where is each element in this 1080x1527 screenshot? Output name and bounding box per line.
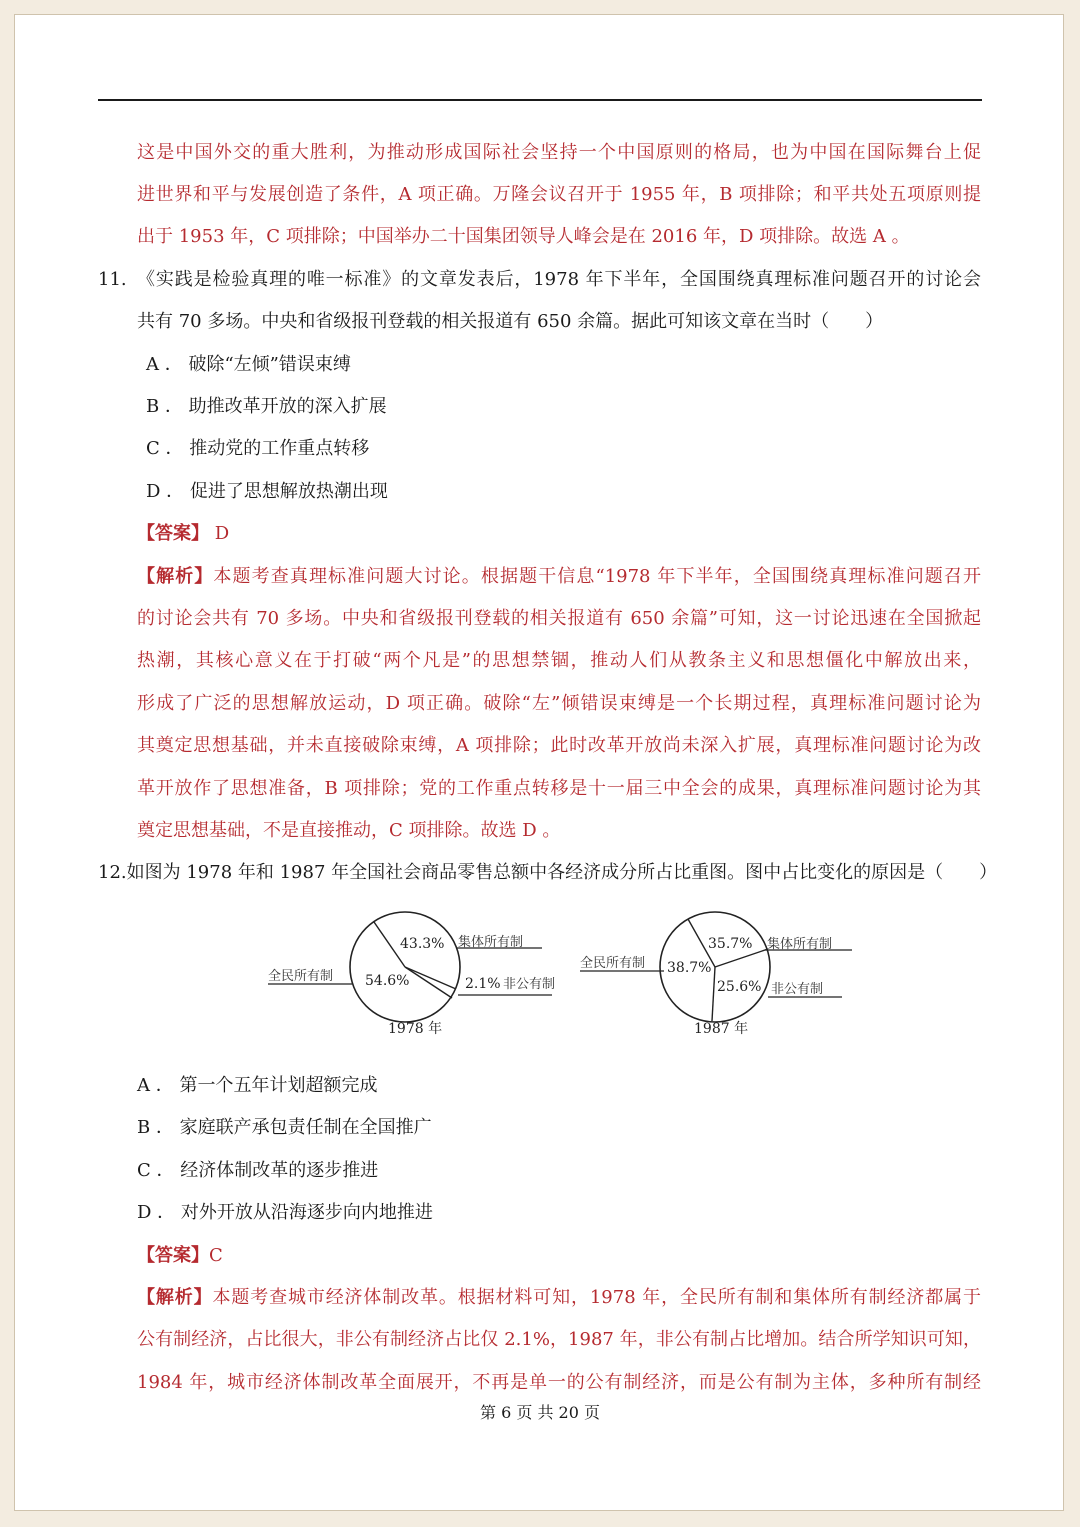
q12-analysis-line-1	[137, 1286, 981, 1310]
pie-1978-state-label: 全民所有制	[268, 969, 334, 984]
pie-1978-private-value: 2.1%	[465, 976, 501, 992]
q11-option-b: B ． 助推改革开放的深入扩展	[146, 396, 387, 417]
q12-option-c: C ． 经济体制改革的逐步推进	[137, 1160, 379, 1181]
q11-analysis-line-5: 其奠定思想基础，并未直接破除束缚，A 项排除；此时改革开放尚未深入扩展，真理标准问题讨论为改	[137, 735, 981, 756]
q12-analysis-line-3: 1984 年，城市经济体制改革全面展开，不再是单一的公有制经济，而是公有制为主体，多种所有制经	[137, 1372, 981, 1393]
pie-1987-divider-3	[712, 967, 715, 1021]
pie-1987-state-label: 全民所有制	[580, 956, 646, 971]
q11-analysis-line-2: 的讨论会共有 70 多场。中央和省级报刊登载的相关报道有 650 余篇”可知，这一讨论迅速在全国掀起	[137, 608, 981, 629]
intro-line-2: 进世界和平与发展创造了条件，A 项正确。万隆会议召开于 1955 年，B 项排除；和平共处五项原则提	[137, 184, 981, 205]
pie-charts	[260, 905, 860, 1045]
q11-option-d: D ． 促进了思想解放热潮出现	[146, 481, 388, 502]
q12-option-d: D ． 对外开放从沿海逐步向内地推进	[137, 1202, 433, 1223]
q12-stem: 12.如图为 1978 年和 1987 年全国社会商品零售总额中各经济成分所占比重图。图中占比变化的原因是（ ）	[98, 862, 998, 883]
pie-1987	[580, 912, 852, 1037]
q11-option-a: A ． 破除“左倾”错误束缚	[146, 354, 351, 375]
q11-stem-line-1: 《实践是检验真理的唯一标准》的文章发表后，1978 年下半年，全国围绕真理标准问题召开的讨论会	[137, 269, 981, 290]
q12-option-a: A ． 第一个五年计划超额完成	[137, 1075, 378, 1096]
pie-1987-private-label: 非公有制	[771, 982, 824, 997]
pie-1978-private-label: 非公有制	[503, 977, 556, 992]
pie-1978-collective-label: 集体所有制	[458, 935, 524, 950]
intro-line-3: 出于 1953 年，C 项排除；中国举办二十国集团领导人峰会是在 2016 年，D 项排除。故选 A 。	[137, 226, 910, 247]
page-footer: 第 6 页 共 20 页	[480, 1403, 600, 1422]
q11-analysis-line-4: 形成了广泛的思想解放运动，D 项正确。破除“左”倾错误束缚是一个长期过程，真理标准问题讨论为	[137, 693, 981, 714]
answer-tag: 【答案】	[137, 523, 209, 544]
analysis-tag: 【解析】	[137, 1287, 213, 1308]
q11-option-c: C ． 推动党的工作重点转移	[146, 438, 370, 459]
pie-1987-collective-value: 35.7%	[708, 936, 753, 952]
q11-number: 11.	[98, 269, 127, 290]
answer-value: D	[214, 523, 230, 544]
pie-1978-year: 1978 年	[388, 1021, 443, 1037]
pie-1987-private-value: 25.6%	[717, 979, 762, 995]
q11-answer	[137, 522, 229, 546]
header-rule	[98, 99, 982, 101]
analysis-text: 本题考查真理标准问题大讨论。根据题干信息“1978 年下半年，全国围绕真理标准问题召开	[213, 566, 981, 587]
q11-analysis-line-6: 革开放作了思想准备，B 项排除；党的工作重点转移是十一届三中全会的成果，真理标准问题讨论为其	[137, 778, 981, 799]
q11-analysis-line-1	[137, 565, 981, 589]
intro-line-1: 这是中国外交的重大胜利，为推动形成国际社会坚持一个中国原则的格局，也为中国在国际舞台上促	[137, 142, 981, 163]
q11-analysis-line-7: 奠定思想基础，不是直接推动，C 项排除。故选 D 。	[137, 820, 561, 841]
pie-1978-state-value: 54.6%	[365, 973, 410, 989]
pie-1987-state-value: 38.7%	[667, 960, 712, 976]
q12-option-b: B ． 家庭联产承包责任制在全国推广	[137, 1117, 432, 1138]
answer-tag: 【答案】	[137, 1245, 209, 1266]
pie-1978-collective-value: 43.3%	[400, 936, 445, 952]
analysis-text: 本题考查城市经济体制改革。根据材料可知，1978 年，全民所有制和集体所有制经济都属于	[212, 1287, 982, 1308]
pie-1987-year: 1987 年	[694, 1021, 749, 1037]
pie-1978-divider-3	[405, 967, 452, 998]
pie-1978-divider-2	[405, 967, 456, 989]
pie-1987-collective-label: 集体所有制	[767, 937, 833, 952]
q12-answer	[137, 1244, 223, 1268]
pie-1978	[268, 912, 555, 1037]
q11-analysis-line-3: 热潮，其核心意义在于打破“两个凡是”的思想禁锢，推动人们从教条主义和思想僵化中解放出来，	[137, 650, 981, 671]
q12-analysis-line-2: 公有制经济，占比很大，非公有制经济占比仅 2.1%，1987 年，非公有制占比增加。结合所学知识可知，	[137, 1329, 981, 1350]
analysis-tag: 【解析】	[137, 566, 214, 587]
q11-stem-line-2: 共有 70 多场。中央和省级报刊登载的相关报道有 650 余篇。据此可知该文章在当时（ ）	[137, 311, 884, 332]
answer-value: C	[209, 1245, 223, 1266]
